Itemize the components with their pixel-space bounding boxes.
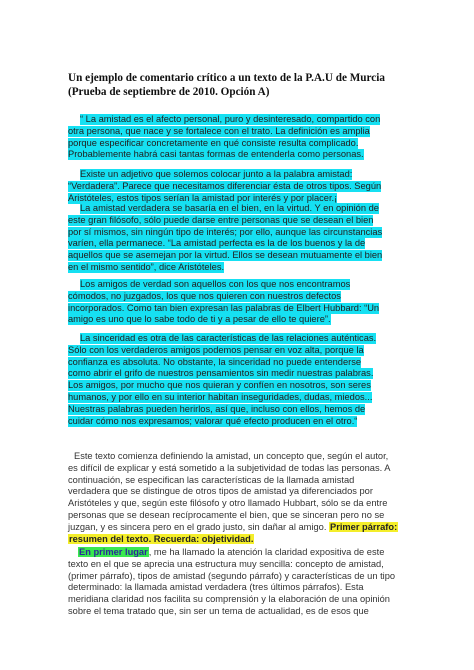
quote-paragraph-1-text: “ La amistad es el afecto personal, puro y desinteresado, compartido con otra persona, que nace y se fortalece con el trato. La definición es amplia porque especificar concretamente en qué consiste resulta complicado. Probablemente habrá casi tantas formas de entenderla como personas. xyxy=(68,114,381,160)
commentary-paragraph-2-text: , me ha llamado la atención la claridad expositiva de este texto en el que se aprecia una estructura muy sencilla: concepto de amistad, (primer párrafo), tipos de amistad (segundo párrafo) y características de un tipo determinado: la llamada amistad verdadera (tres últimos párrafos). Esta meridiana claridad nos facilita su comprensión y la elaboración de una opinión sobre el tema tratado que, sin ser un tema de actualidad, es de esos que xyxy=(68,547,396,616)
quote-paragraph-2-text: Existe un adjetivo que solemos colocar junto a la palabra amistad: “Verdadera”. Parece que necesitamos diferenciar ésta de otros tipos. Según Aristóteles, estos tipos serían la amistad por interés y por placer.¡ xyxy=(68,169,382,203)
quote-paragraph-3 xyxy=(68,203,386,274)
commentary-paragraph-2 xyxy=(68,547,398,618)
document-title: Un ejemplo de comentario crítico a un texto de la P.A.U de Murcia (Prueba de septiembre de 2010. Opción A) xyxy=(68,72,385,98)
quote-paragraph-4 xyxy=(68,279,386,326)
highlight-en-primer-lugar: En primer lugar xyxy=(79,547,148,557)
quote-paragraph-2 xyxy=(68,169,386,204)
quote-paragraph-4-text: Los amigos de verdad son aquellos con los que nos encontramos cómodos, no juzgados, los que nos quieren con nuestros defectos incorporados. Como tan bien expresan las palabras de Elbert Hubbard: “Un amigo es uno que lo sabe todo de ti y a pesar de ello te quiere”. xyxy=(68,279,380,325)
quote-paragraph-1 xyxy=(68,114,386,161)
commentary-paragraph-1-text: Este texto comienza definiendo la amistad, un concepto que, según el autor, es difícil de explicar y está sometido a la subjetividad de todas las personas. A continuación, se especifican las características de la llamada amistad verdadera que se distingue de otros tipos de amistad ya diferenciados por Aristóteles y que, según este filósofo y otro llamado Hubbart, sólo se da entre personas que se desean recíprocamente el bien, que se sinceran pero no se juzgan, y es sincera pero en el grado justo, sin dañar al amigo. xyxy=(68,451,390,532)
quote-paragraph-5 xyxy=(68,333,386,427)
quote-paragraph-5-text: La sinceridad es otra de las características de las relaciones auténticas. Sólo con los verdaderos amigos podemos pensar en voz alta, porque la confianza es absoluta. No obstante, la sinceridad no puede entenderse como abrir el grifo de nuestros pensamientos sin medir nuestras palabras. Los amigos, por mucho que nos quieran y confíen en nosotros, son seres humanos, y por ello en su interior habitan inseguridades, dudas, miedos... Nuestras palabras pueden herirlos, así que, incluso con ellos, hemos de cuidar cómo nos expresamos; valorar qué efecto producen en el otro.“ xyxy=(68,333,377,426)
quote-paragraph-3-text: La amistad verdadera se basaría en el bien, en la virtud. Y en opinión de este gran filósofo, sólo puede darse entre personas que se desean el bien por sí mismos, sin ningún tipo de interés; por ello, aunque las circunstancias varíen, ella permanece. “La amistad perfecta es la de los buenos y la de aquellos que se asemejan por la virtud. Ellos se desean mutuamente el bien en el mismo sentido”, dice Aristóteles. xyxy=(68,203,383,272)
margin-note-1: Primer párrafo: resumen del texto. Recuerda: objetividad. xyxy=(69,521,398,544)
commentary-paragraph-1 xyxy=(68,451,398,545)
